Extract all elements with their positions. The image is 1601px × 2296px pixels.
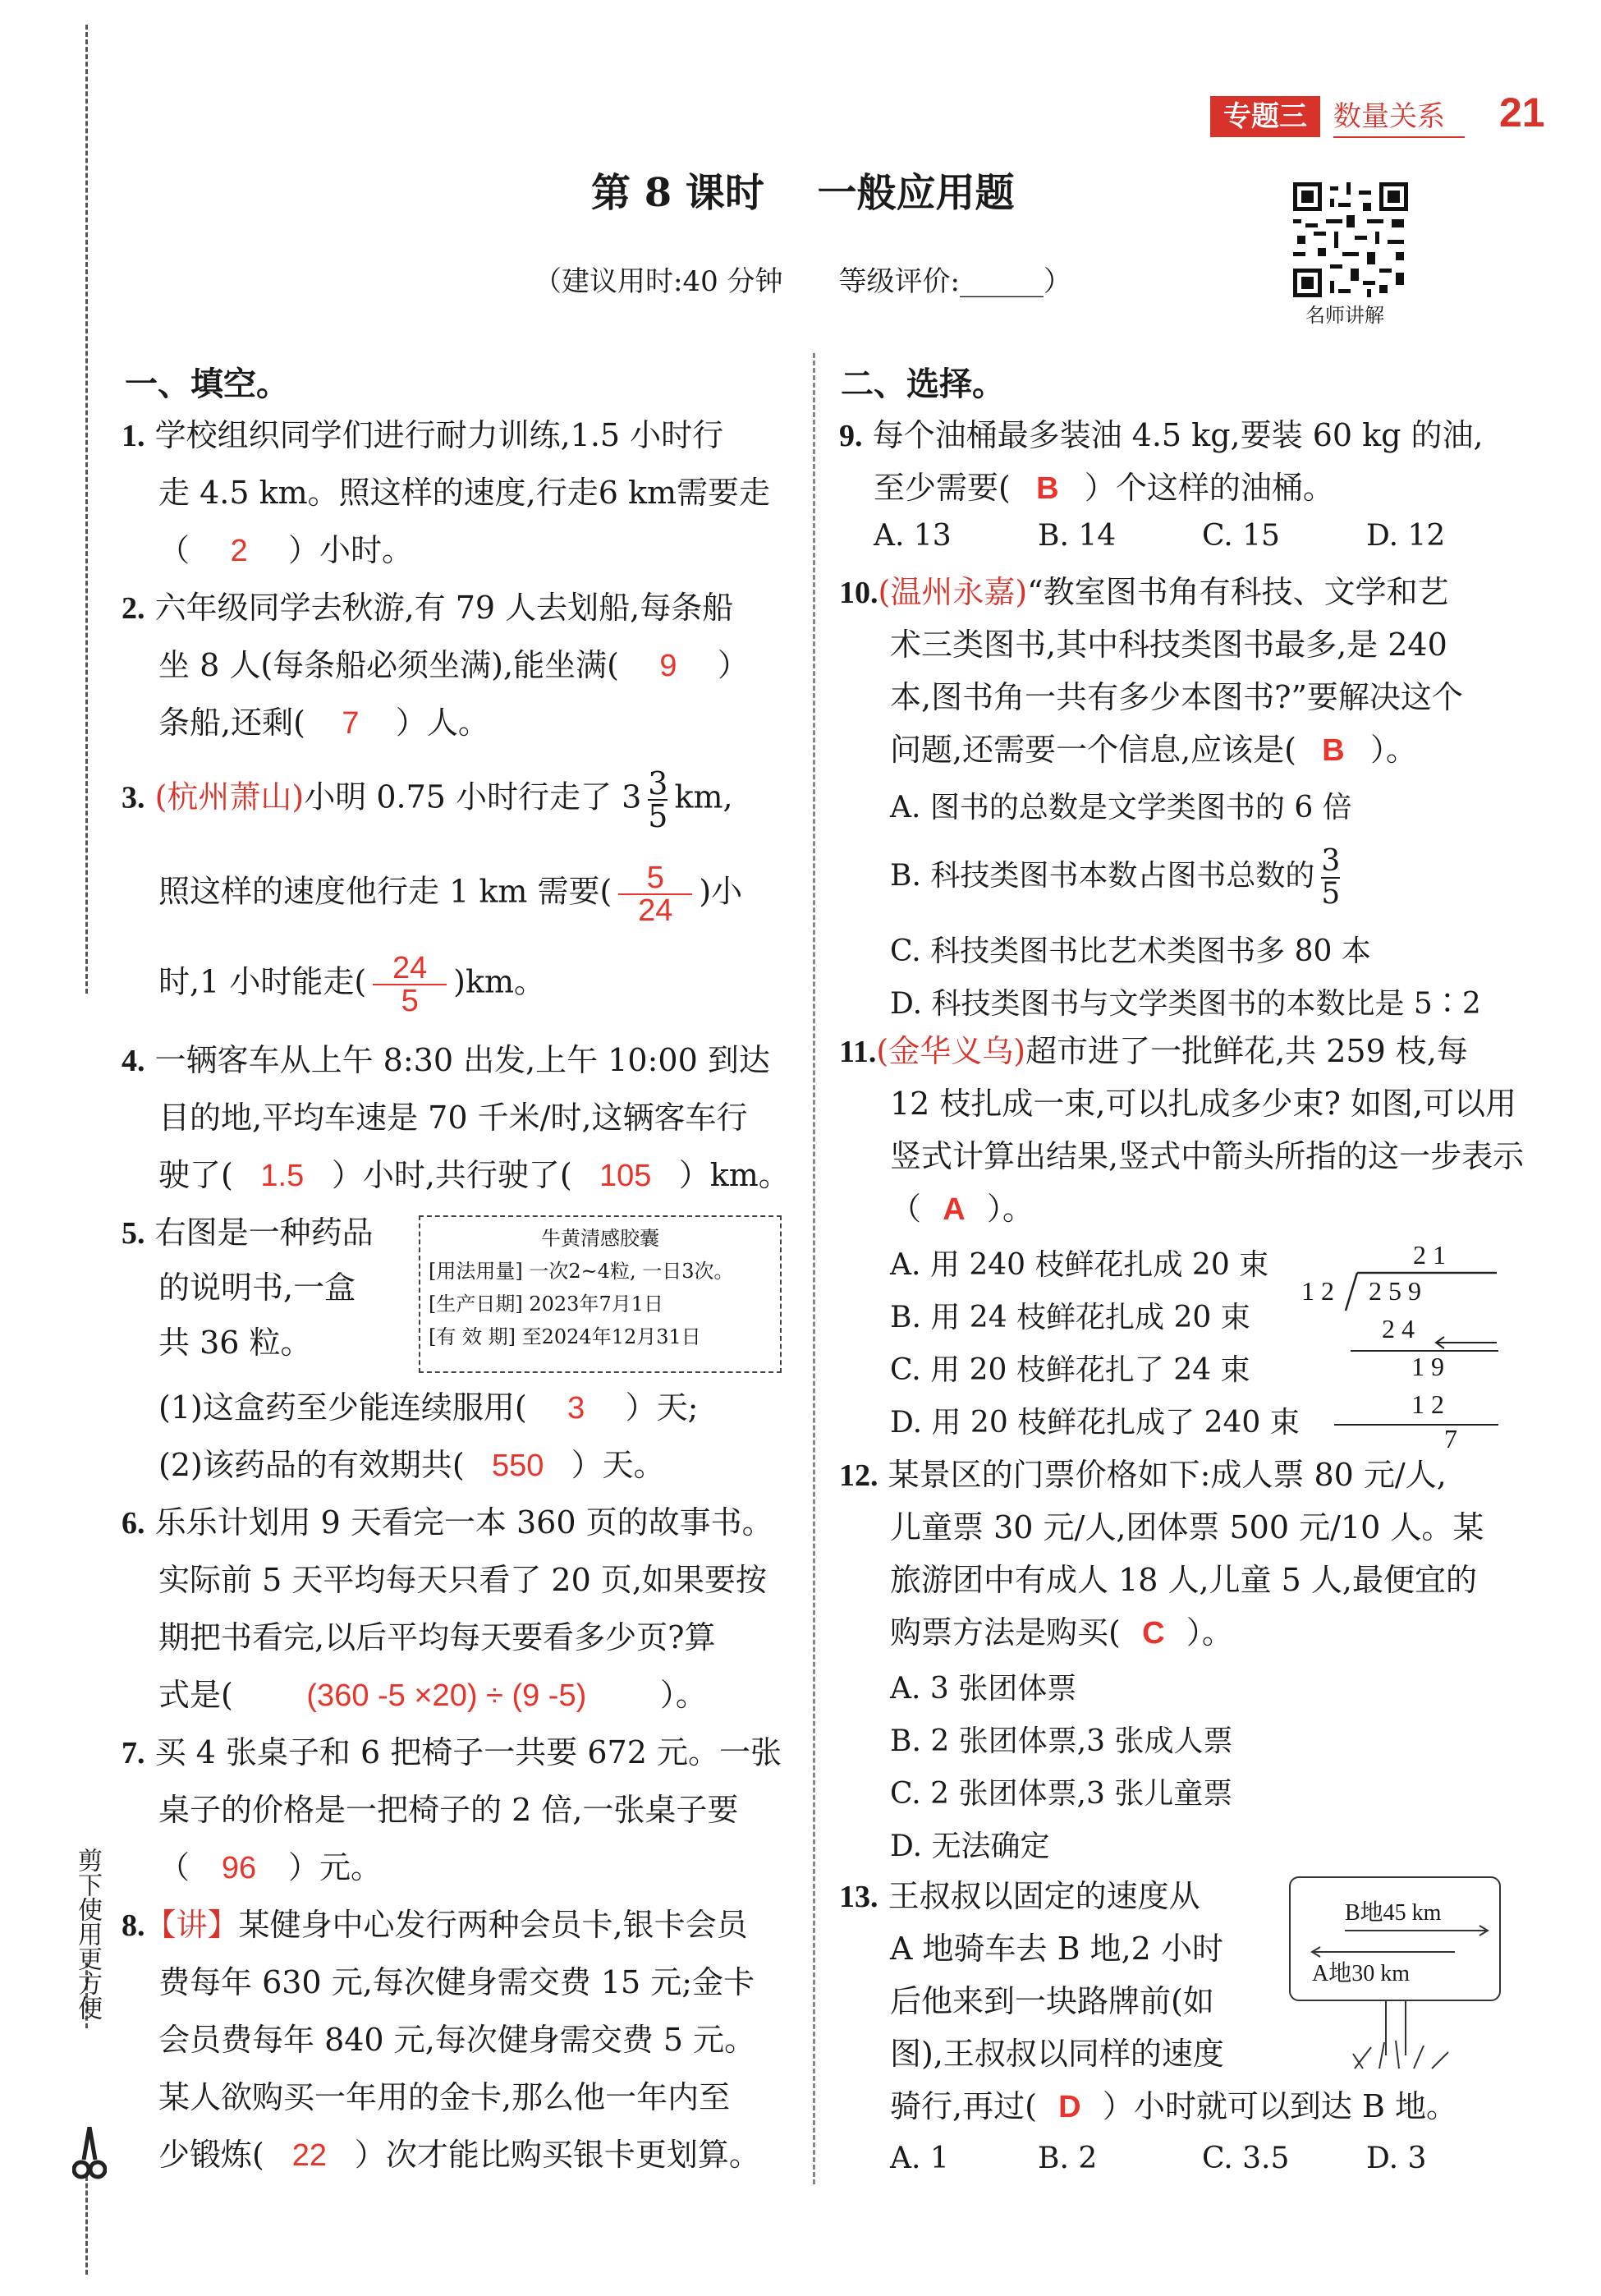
q13-number: 13. [839,1880,878,1914]
q8-line2: 费每年 630 元,每次健身需交费 15 元;金卡 [158,1964,755,2000]
page-number: 21 [1499,90,1545,135]
q10-line3: 本,图书角一共有多少本图书?”要解决这个 [890,679,1463,715]
medicine-title: 牛黄清感胶囊 [541,1227,659,1250]
division-remainder2: 7 [1444,1424,1457,1453]
division-line2 [1334,1424,1498,1426]
q13-line5 [890,2079,1457,2134]
q4-line2: 目的地,平均车速是 70 千米/时,这辆客车行 [158,1100,748,1136]
q12-line4 [890,1605,1233,1660]
division-remainder1: 1 9 [1411,1352,1444,1381]
chapter-subtitle-text: 数量关系 [1333,101,1445,132]
q2-line3 [158,696,489,751]
q3-frac-num: 3 [648,765,668,801]
q13 [839,1869,1200,1924]
q10-option-b-den: 5 [1321,877,1341,911]
q12-answer: C [1142,1616,1165,1651]
q3 [122,765,733,834]
q3-answer2-den: 5 [401,984,419,1018]
q11 [839,1024,1468,1079]
q13-line5-text: 骑行,再过( [890,2088,1037,2124]
q3-line2-end: )小 [699,873,743,910]
qr-label: 名师讲解 [1305,305,1384,327]
q13-line5-end: ）小时就可以到达 B 地。 [1102,2088,1457,2124]
q6-line4-end: ）。 [659,1677,707,1713]
q2-line1: 六年级同学去秋游,有 79 人去划船,每条船 [154,590,734,626]
q12 [839,1448,1447,1503]
q3-fraction [648,765,668,834]
margin-note-text: 剪下使用更方便 [74,1848,101,2020]
section2-heading: 二、选择。 [841,365,1005,403]
q11-line4 [890,1182,1034,1237]
q10-line4-text: 问题,还需要一个信息,应该是( [890,732,1296,768]
q13-answer: D [1058,2090,1081,2124]
q9-option-a[interactable]: A. 13 [874,519,952,553]
q7-line3 [158,1840,382,1895]
chapter-tag-text: 专题三 [1223,101,1307,132]
q10-answer: B [1322,733,1345,768]
q4-line3-text: 驶了( [158,1157,233,1193]
q13-line2: A 地骑车去 B 地,2 小时 [890,1931,1223,1967]
q11-answer: A [943,1192,966,1227]
division-quotient: 2 1 [1413,1240,1446,1270]
q6-line3: 期把书看完,以后平均每天要看多少页?算 [158,1619,716,1655]
q9-answer: B [1036,471,1059,506]
q3-frac-den: 5 [648,798,668,834]
q9-option-b[interactable]: B. 14 [1038,519,1117,553]
q9-option-d[interactable]: D. 12 [1366,519,1446,553]
q2-line3-end: ）人。 [395,705,489,741]
q11-line1: 超市进了一批鲜花,共 259 枝,每 [1025,1033,1468,1069]
q8-line3: 会员费每年 840 元,每次健身需交费 5 元。 [158,2022,756,2058]
q11-option-b[interactable]: B. 用 24 枝鲜花扎成 20 束 [890,1301,1250,1334]
q3-line1-unit: km, [674,778,733,815]
q13-line1: 王叔叔以固定的速度从 [888,1878,1200,1914]
q10-option-b-text: B. 科技类图书本数占图书总数的 [890,859,1315,893]
q10-line2: 术三类图书,其中科技类图书最多,是 240 [890,627,1447,663]
q5-number: 5. [122,1216,145,1251]
q10-line1: “教室图书角有科技、文学和艺 [1027,574,1449,610]
q5 [122,1205,374,1261]
margin-note [71,1848,103,2027]
q10-source-tag: (温州永嘉) [878,574,1028,610]
q7-blank-close: ）元。 [288,1849,383,1885]
q5-sub2 [158,1438,665,1493]
q6-line4 [158,1668,707,1723]
q2 [122,581,733,636]
q2-answer1: 9 [659,649,677,683]
q2-number: 2. [122,591,145,626]
q5-sub2-text: (2)该药品的有效期共( [158,1447,465,1483]
q6 [122,1495,773,1550]
q12-option-d[interactable]: D. 无法确定 [890,1830,1050,1863]
column-divider [813,353,815,2184]
q12-line1: 某景区的门票价格如下:成人票 80 元/人, [888,1457,1447,1493]
medicine-row2-key: [生产日期] [429,1293,523,1316]
q8 [122,1898,748,1953]
section1-heading: 一、填空。 [125,365,289,403]
cut-line-top [85,25,88,994]
q11-option-d[interactable]: D. 用 20 枝鲜花扎成了 240 束 [890,1406,1300,1440]
q10 [839,565,1449,620]
q9-line2-text: 至少需要( [874,470,1011,506]
q3-answer1-num: 5 [646,861,664,895]
q1-line2: 走 4.5 km。照这样的速度,行走6 km需要走 [158,475,771,511]
q6-line2: 实际前 5 天平均每天只看了 20 页,如果要按 [158,1562,767,1598]
suggested-time: （建议用时:40 分钟 等级评价:______） [534,265,1071,298]
q12-number: 12. [839,1458,878,1493]
q9-option-c[interactable]: C. 15 [1202,519,1280,553]
q13-option-d[interactable]: D. 3 [1366,2142,1427,2175]
q7-number: 7. [122,1736,145,1770]
q5-sub1 [158,1380,698,1435]
q7-answer: 96 [221,1851,257,1885]
division-dividend: 2 5 9 [1369,1276,1421,1306]
q2-line2 [158,638,749,693]
q11-source-tag: (金华义乌) [876,1033,1026,1069]
q12-line3: 旅游团中有成人 18 人,儿童 5 人,最便宜的 [890,1562,1478,1598]
q3-number: 3. [122,780,145,815]
q1 [122,408,723,463]
medicine-row3 [429,1320,772,1353]
sign-a-text: A地30 km [1312,1961,1411,1986]
division-divisor: 1 2 [1301,1276,1334,1306]
q1-number: 1. [122,419,145,453]
q13-option-c[interactable]: C. 3.5 [1202,2142,1290,2175]
q8-line5 [158,2128,760,2183]
q1-line1: 学校组织同学们进行耐力训练,1.5 小时行 [154,417,724,453]
q5-line2: 的说明书,一盒 [158,1270,356,1306]
q4-line3-mid: ）小时,共行驶了( [331,1157,572,1193]
q3-line3-end: )km。 [453,963,546,1000]
q10-option-b-fraction [1321,846,1340,910]
medicine-row2 [429,1288,772,1320]
chapter-subtitle [1333,97,1465,138]
q3-line3 [158,953,545,1017]
q8-answer: 22 [291,2138,327,2173]
q3-line2 [158,862,742,926]
q10-option-c[interactable]: C. 科技类图书比艺术类图书多 80 本 [890,934,1371,968]
medicine-row1-value: 一次2~4粒, 一日3次。 [529,1260,734,1283]
q8-line4: 某人欲购买一年用的金卡,那么他一年内至 [158,2079,731,2115]
q2-answer2: 7 [342,706,360,741]
q9-line2-end: ）个这样的油桶。 [1084,470,1334,506]
q10-option-d[interactable]: D. 科技类图书与文学类图书的本数比是 5∶2 [890,987,1481,1021]
q12-line2: 儿童票 30 元/人,团体票 500 元/10 人。某 [890,1509,1484,1545]
q1-blank-open: （ [158,532,190,568]
medicine-row3-key: [有 效 期] [429,1325,516,1348]
q12-option-a[interactable]: A. 3 张团体票 [890,1672,1077,1706]
q12-option-b[interactable]: B. 2 张团体票,3 张成人票 [890,1724,1233,1758]
q9-line1: 每个油桶最多装油 4.5 kg,要装 60 kg 的油, [872,417,1484,453]
q11-line3: 竖式计算出结果,竖式中箭头所指的这一步表示 [890,1138,1525,1174]
q2-line2-text: 坐 8 人(每条船必须坐满),能坐满( [158,647,619,683]
lesson-title: 第 8 课时 一般应用题 [591,170,1015,216]
q8-line5-end: ）次才能比购买银卡更划算。 [354,2137,760,2173]
q4 [122,1033,770,1088]
q3-line2-text: 照这样的速度他行走 1 km 需要( [158,873,612,910]
q10-option-b-num: 3 [1321,844,1341,878]
q8-tag: 【讲】 [145,1907,239,1943]
q7-line2: 桌子的价格是一把椅子的 2 倍,一张桌子要 [158,1792,739,1828]
q6-line4-text: 式是( [158,1677,233,1713]
medicine-row3-value: 至2024年12月31日 [521,1325,701,1348]
q11-option-c[interactable]: C. 用 20 枝鲜花扎了 24 束 [890,1353,1250,1387]
q6-line1: 乐乐计划用 9 天看完一本 360 页的故事书。 [154,1504,773,1541]
q6-answer: (360 -5 ×20) ÷ (9 -5) [306,1678,587,1713]
q5-line1: 右图是一种药品 [154,1215,374,1251]
q1-blank-close: ）小时。 [288,532,414,568]
q4-line1: 一辆客车从上午 8:30 出发,上午 10:00 到达 [154,1042,770,1078]
medicine-row1 [429,1255,772,1288]
q13-option-a[interactable]: A. 1 [890,2142,949,2175]
q13-line3: 后他来到一块路牌前(如 [890,1983,1214,2019]
q5-line3: 共 36 粒。 [158,1325,312,1361]
q9-number: 9. [839,419,863,453]
q6-number: 6. [122,1506,145,1541]
q8-line5-text: 少锻炼( [158,2137,264,2173]
q3-answer2-num: 24 [392,951,428,985]
q11-option-a[interactable]: A. 用 240 枝鲜花扎成 20 束 [890,1248,1269,1282]
q3-source-tag: (杭州萧山) [154,778,305,815]
sign-b-arrow-icon [1343,1924,1491,1940]
medicine-row1-key: [用法用量] [429,1260,523,1283]
cut-line-bottom [85,2176,88,2275]
division-step1: 2 4 [1382,1314,1415,1343]
q1-answer: 2 [230,534,248,568]
q7-line1: 买 4 张桌子和 6 把椅子一共要 672 元。一张 [154,1734,782,1770]
long-division [1301,1240,1498,1453]
q12-line4-text: 购票方法是购买( [890,1614,1121,1651]
q4-line3 [158,1148,790,1203]
q3-line1: 小明 0.75 小时行走了 3 [304,778,642,815]
grass-icon [1346,2037,1453,2073]
q4-line3-end: ）km。 [678,1157,790,1193]
q8-number: 8. [122,1908,145,1943]
q7 [122,1725,782,1780]
q12-line4-end: ）。 [1186,1614,1233,1651]
q12-option-c[interactable]: C. 2 张团体票,3 张儿童票 [890,1777,1233,1811]
q5-sub2-answer: 550 [491,1449,544,1483]
q11-blank-open: （ [890,1191,922,1227]
scissors-icon [72,2127,107,2188]
qr-code[interactable] [1293,182,1408,301]
q3-line3-text: 时,1 小时能走( [158,963,367,1000]
q7-blank-open: （ [158,1849,190,1885]
q2-line3-text: 条船,还剩( [158,705,305,741]
q8-line1: 某健身中心发行两种会员卡,银卡会员 [238,1907,748,1943]
q2-blank-close: ） [717,647,749,683]
q3-answer1-den: 24 [638,893,673,928]
medicine-label [419,1215,782,1373]
q10-option-b[interactable] [890,846,1346,910]
q13-line4: 图),王叔叔以同样的速度 [890,2036,1224,2072]
q10-number: 10. [839,576,878,610]
q5-sub1-text: (1)这盒药至少能连续服用( [158,1389,527,1426]
medicine-row2-value: 2023年7月1日 [529,1293,663,1316]
q4-number: 4. [122,1044,145,1078]
q11-blank-close: ）。 [987,1191,1034,1227]
q10-option-a[interactable]: A. 图书的总数是文学类图书的 6 倍 [890,791,1352,824]
sign-b-text: B地45 km [1345,1900,1442,1926]
road-sign [1289,1876,1502,2082]
q4-answer2: 105 [599,1159,652,1193]
q11-number: 11. [839,1035,877,1069]
q5-sub1-end: ）天; [625,1389,699,1426]
q3-answer2 [373,953,447,1017]
q4-answer1: 1.5 [260,1159,305,1193]
chapter-tag [1210,96,1320,137]
q9-line2 [874,461,1334,516]
division-step2: 1 2 [1411,1389,1444,1419]
q3-answer1 [618,862,692,926]
q13-option-b[interactable]: B. 2 [1038,2142,1098,2175]
q1-line3 [158,523,413,578]
q5-sub1-answer: 3 [567,1391,585,1426]
q10-line4-end: ）。 [1370,732,1418,768]
q9 [839,408,1484,463]
q10-line4 [890,723,1417,778]
q5-sub2-end: ）天。 [571,1447,665,1483]
q11-line2: 12 枝扎成一束,可以扎成多少束? 如图,可以用 [890,1086,1517,1122]
